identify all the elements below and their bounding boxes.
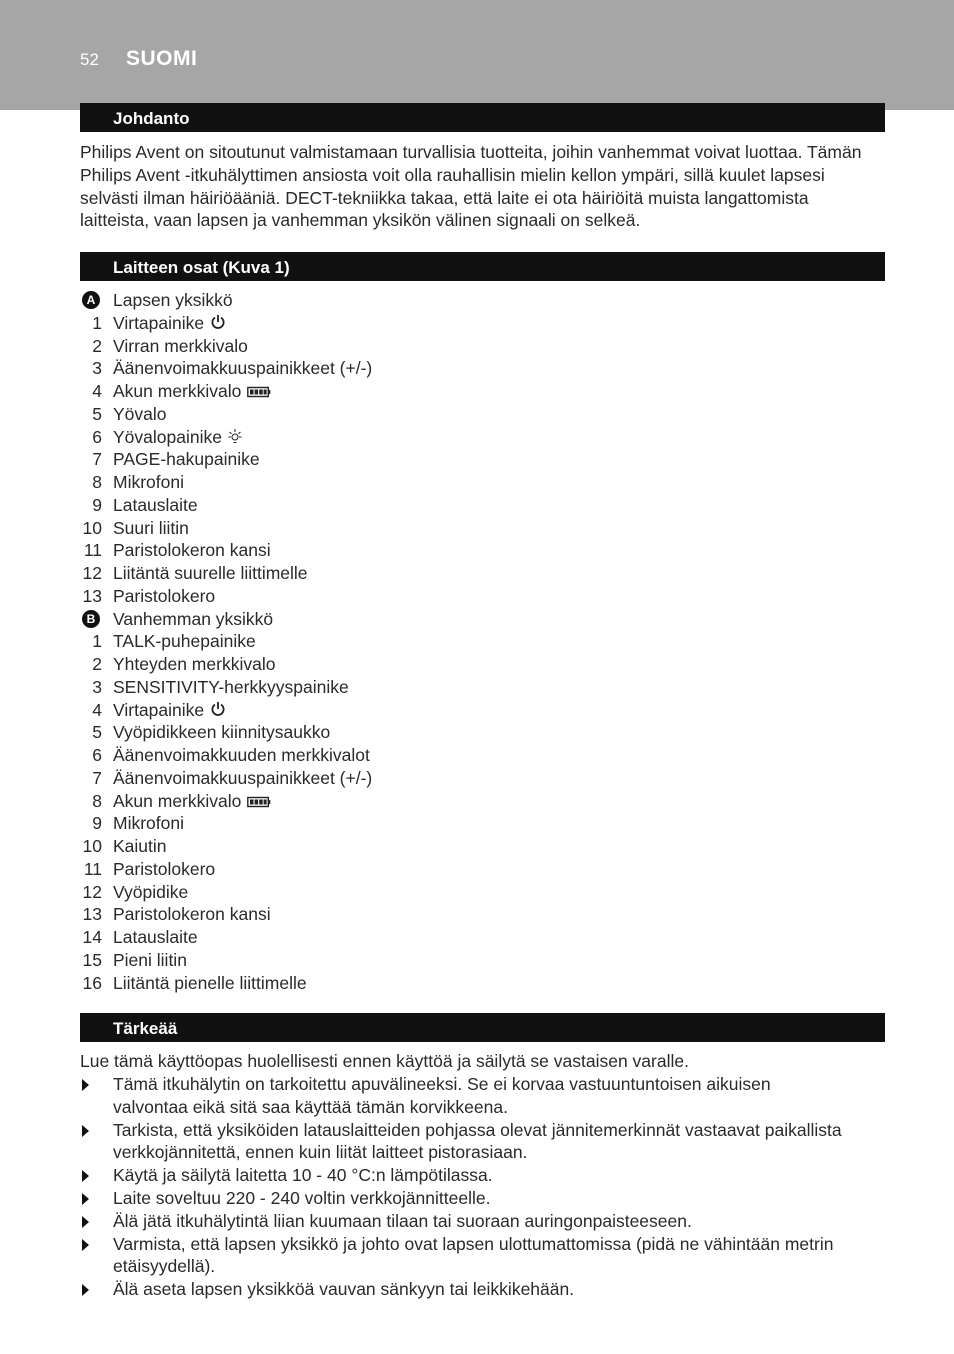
item-text: Liitäntä suurelle liittimelle — [113, 563, 308, 583]
item-number: 6 — [92, 426, 102, 447]
item-label — [113, 312, 226, 336]
power-icon — [210, 313, 226, 336]
item-text: PAGE-hakupainike — [113, 449, 260, 470]
list-item — [80, 585, 780, 608]
item-text: Virtapainike — [113, 312, 205, 333]
item-label — [113, 403, 167, 426]
item-label — [113, 972, 307, 995]
bullet-line: Älä aseta lapsen yksikköä vauvan sänkyyn tai leikkikehään. — [113, 1279, 575, 1300]
bullet-marker-icon — [82, 1079, 89, 1091]
item-label — [113, 562, 308, 585]
item-text: Yhteyden merkkivalo — [113, 654, 276, 674]
item-text: Virran merkkivalo — [113, 335, 248, 356]
item-number: 1 — [92, 631, 102, 652]
list-item — [80, 539, 780, 562]
bullet-marker-icon — [82, 1216, 89, 1228]
item-number: 1 — [92, 312, 102, 333]
list-item — [80, 335, 780, 358]
list-item — [80, 744, 780, 767]
list-item — [80, 972, 780, 995]
intro-line: laitteista, vaan lapsen ja vanhemman yksikön välinen signaali on selkeä. — [80, 210, 641, 231]
item-number: 14 — [82, 927, 102, 947]
bullet-item — [80, 1210, 890, 1233]
bullet-item — [80, 1278, 890, 1301]
item-text: Paristolokeron kansi — [113, 904, 271, 925]
bullet-marker-icon — [82, 1239, 89, 1251]
section-heading-important: Tärkeää — [80, 1013, 885, 1042]
bullet-item — [80, 1233, 890, 1279]
item-text: Paristolokero — [113, 585, 216, 606]
item-text: TALK-puhepainike — [113, 631, 256, 652]
item-number: 8 — [92, 472, 102, 492]
item-number: 2 — [92, 335, 102, 356]
bullet-line: valvontaa eikä sitä saa käyttää tämän korvikkeena. — [113, 1096, 508, 1117]
item-text: Mikrofoni — [113, 472, 184, 492]
bullet-line: etäisyydellä). — [113, 1256, 216, 1277]
item-number: 2 — [92, 654, 102, 674]
list-item — [80, 494, 780, 517]
item-text: Pieni liitin — [113, 949, 187, 970]
bullet-line: Käytä ja säilytä laitetta 10 - 40 °C:n lämpötilassa. — [113, 1165, 493, 1186]
item-number: 8 — [92, 790, 102, 811]
item-label — [113, 539, 271, 562]
item-number: 16 — [82, 972, 102, 993]
item-label — [113, 471, 184, 494]
item-label — [113, 699, 226, 723]
list-item — [80, 312, 780, 335]
badge-a: A — [82, 291, 100, 309]
bullet-marker-icon — [82, 1170, 89, 1182]
list-item — [80, 630, 780, 653]
item-text: Latauslaite — [113, 927, 198, 947]
item-number: 12 — [82, 881, 102, 902]
battery-icon — [247, 791, 271, 814]
group-label: Lapsen yksikkö — [113, 290, 233, 310]
list-item — [80, 926, 780, 949]
item-text: Kaiutin — [113, 836, 167, 856]
item-number: 4 — [92, 381, 102, 401]
intro-paragraph — [80, 141, 890, 232]
bullet-item — [80, 1119, 890, 1165]
item-text: Akun merkkivalo — [113, 790, 242, 811]
item-number: 3 — [92, 676, 102, 697]
section-heading-parts: Laitteen osat (Kuva 1) — [80, 252, 885, 281]
item-label — [113, 380, 271, 404]
bullet-line: Laite soveltuu 220 - 240 voltin verkkojännitteelle. — [113, 1187, 491, 1208]
item-number: 10 — [82, 517, 102, 538]
item-number: 11 — [83, 540, 102, 561]
item-text: SENSITIVITY-herkkyyspainike — [113, 676, 349, 697]
intro-line: selvästi ilman häiriöääniä. DECT-tekniikka takaa, että laite ei ota häiriöitä muista langattomista — [80, 187, 809, 208]
item-text: Akun merkkivalo — [113, 381, 242, 401]
item-number: 10 — [82, 836, 102, 856]
item-number: 6 — [92, 745, 102, 765]
item-label — [113, 585, 215, 608]
section-heading-intro: Johdanto — [80, 103, 885, 132]
item-label — [113, 881, 188, 904]
list-item — [80, 881, 780, 904]
badge-b: B — [82, 610, 100, 628]
important-bullets — [80, 1073, 890, 1301]
item-label — [113, 949, 187, 972]
group-header-parent-unit — [80, 608, 780, 631]
list-item — [80, 721, 780, 744]
bullet-marker-icon — [82, 1193, 89, 1205]
list-item — [80, 380, 780, 403]
group-label: Vanhemman yksikkö — [113, 608, 274, 629]
item-label — [113, 653, 275, 676]
bullet-line: Varmista, että lapsen yksikkö ja johto ovat lapsen ulottumattomissa (pidä ne vähintään metrin — [113, 1233, 834, 1254]
item-text: Yövalopainike — [113, 426, 222, 447]
item-label — [113, 630, 256, 653]
item-text: Paristolokero — [113, 858, 216, 879]
item-number: 7 — [92, 449, 102, 470]
item-label — [113, 357, 372, 380]
power-icon — [210, 700, 226, 723]
list-item — [80, 790, 780, 813]
light-icon — [228, 427, 242, 450]
group-header-baby-unit — [80, 289, 780, 312]
bullet-line: Tämä itkuhälytin on tarkoitettu apuvälineeksi. Se ei korvaa vastuuntuntoisen aikuisen — [113, 1074, 771, 1094]
item-number: 15 — [82, 949, 102, 970]
item-label — [113, 494, 198, 517]
important-lead: Lue tämä käyttöopas huolellisesti ennen käyttöä ja säilytä se vastaisen varalle. — [80, 1051, 689, 1071]
item-label — [113, 790, 271, 814]
item-text: Vyöpidikkeen kiinnitysaukko — [113, 722, 331, 743]
item-label — [113, 448, 260, 471]
list-item — [80, 812, 780, 835]
list-item — [80, 403, 780, 426]
item-text: Yövalo — [113, 403, 167, 424]
item-number: 7 — [92, 767, 102, 788]
bullet-item — [80, 1187, 890, 1210]
list-item — [80, 699, 780, 722]
list-item — [80, 426, 780, 449]
item-label — [113, 517, 189, 540]
item-number: 5 — [92, 722, 102, 743]
list-item — [80, 562, 780, 585]
item-text: Äänenvoimakkuuspainikkeet (+/-) — [113, 767, 373, 788]
list-item — [80, 448, 780, 471]
item-text: Mikrofoni — [113, 813, 184, 834]
battery-icon — [247, 381, 271, 404]
bullet-line: verkkojännitettä, ennen kuin liität laitteet pistorasiaan. — [113, 1142, 528, 1163]
list-item — [80, 949, 780, 972]
item-number: 9 — [92, 813, 102, 834]
item-text: Äänenvoimakkuuden merkkivalot — [113, 745, 370, 765]
item-number: 4 — [92, 699, 102, 720]
item-text: Vyöpidike — [113, 881, 189, 902]
language-heading: SUOMI — [126, 47, 198, 70]
list-item — [80, 676, 780, 699]
item-label — [113, 835, 167, 858]
item-label — [113, 721, 330, 744]
intro-line: Philips Avent on sitoutunut valmistamaan turvallisia tuotteita, joihin vanhemmat voivat luottaa. Tämän — [80, 142, 862, 162]
item-label — [113, 335, 248, 358]
item-number: 13 — [82, 585, 102, 606]
item-label — [113, 767, 372, 790]
list-item — [80, 517, 780, 540]
item-text: Virtapainike — [113, 699, 205, 720]
item-number: 13 — [82, 904, 102, 925]
bullet-marker-icon — [82, 1284, 89, 1296]
item-text: Äänenvoimakkuuspainikkeet (+/-) — [113, 358, 373, 379]
item-label — [113, 858, 215, 881]
list-item — [80, 471, 780, 494]
item-text: Liitäntä pienelle liittimelle — [113, 972, 307, 993]
list-item — [80, 653, 780, 676]
item-number: 12 — [82, 563, 102, 583]
list-item — [80, 357, 780, 380]
item-label — [113, 744, 370, 767]
item-label — [113, 426, 242, 450]
item-number: 3 — [92, 358, 102, 379]
page-number: 52 — [80, 50, 99, 69]
item-number: 11 — [83, 858, 102, 879]
item-text: Suuri liitin — [113, 517, 189, 538]
list-item — [80, 903, 780, 926]
item-label — [113, 926, 198, 949]
item-label — [113, 812, 184, 835]
list-item — [80, 835, 780, 858]
item-label — [113, 676, 349, 699]
list-item — [80, 858, 780, 881]
bullet-item — [80, 1164, 890, 1187]
item-text: Latauslaite — [113, 494, 198, 515]
item-label — [113, 903, 271, 926]
item-number: 9 — [92, 494, 102, 515]
list-item — [80, 767, 780, 790]
item-text: Paristolokeron kansi — [113, 540, 271, 561]
bullet-line: Älä jätä itkuhälytintä liian kuumaan tilaan tai suoraan auringonpaisteeseen. — [113, 1210, 692, 1231]
bullet-item — [80, 1073, 890, 1119]
parts-list — [80, 289, 780, 994]
item-number: 5 — [92, 403, 102, 424]
bullet-marker-icon — [82, 1125, 89, 1137]
intro-line: Philips Avent -itkuhälyttimen ansiosta voit olla rauhallisin mielin kellon ympäri, sillä kuulet lapsesi — [80, 164, 825, 185]
bullet-line: Tarkista, että yksiköiden latauslaitteiden pohjassa olevat jännitemerkinnät vastaavat paikallista — [113, 1119, 842, 1140]
